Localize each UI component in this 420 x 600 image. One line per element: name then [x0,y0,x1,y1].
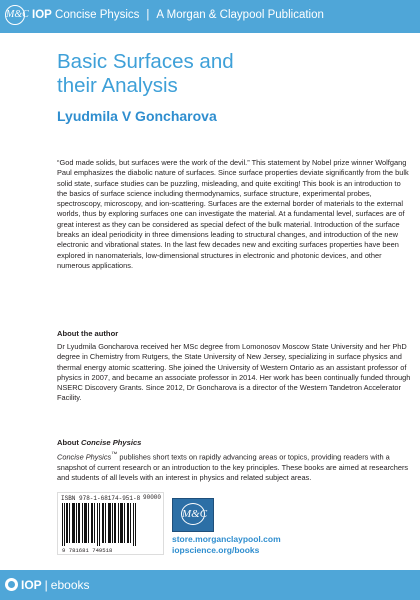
trademark-mark: ™ [111,451,118,458]
about-series-heading [57,438,141,447]
series-publisher-line [32,9,324,21]
iop-ebooks-logo [5,578,90,592]
book-description: “God made solids, but surfaces were the work of the devil.” This statement by Nobel prize winner Wolfgang Paul emphasizes the diabolic nature of surfaces. Since surface properties deviate significantly from the bulk solid state, surface studies can be puzzling, misleading, and quite exciting! This book is an introduction to the basics of surface science including thermodynamics, surface structure, experimental probes, spectroscopy, microscopy, and ion-scattering. Surfaces are the external border of materials to the external worlds, thus by exploring surfaces one can investigate the material. At a fundamental level, surfaces are of great interest as they can be considered as special defect of the bulk material. Introduction of the surface breaks an ideal periodicity in three dimensions leading to structural changes, and introduction of the new electronic and vibrational states. In the last few decades new and exciting surfaces properties have been explored in nanomaterials, low-dimensional structures in electronic and photonic devices, and other numerous applications. [57,158,409,270]
iopscience-link[interactable]: iopscience.org/books [172,545,260,555]
about-series-prefix: About [57,438,82,447]
divider: | [146,9,150,21]
top-banner [0,0,420,33]
morgan-claypool-square-logo-icon [172,498,214,532]
logo-separator: | [44,578,48,592]
barcode [57,492,164,555]
title-line-2: their Analysis [57,74,178,97]
about-author-text: Dr Lyudmila Goncharova received her MSc degree from Lomonosov Moscow State University and her PhD degree in Chemistry from Rutgers, the State University of New Jersey, specializing in surface physics and thermal energy atomic scattering. She joined the University of Western Ontario as an assistant professor of physics in 2007, and became an associate professor in 2014. Her work has been continually funded through NSERC Discovery Grants. Since 2012, Dr Goncharova is a director of the Western Tandetron Accelerator Facility. [57,342,411,403]
iop-circle-icon [5,578,18,591]
series-description: publishes short texts on rapidly advancing areas or topics, providing readers with a snapshot of current research or an introduction to the key principles. These books are aimed at researchers and students of all levels with an interest in physics and related subject areas. [57,452,409,483]
about-series-name: Concise Physics [81,438,142,447]
logo-monogram: M&C [181,503,205,525]
about-author-heading: About the author [57,329,119,338]
title-line-1: Basic Surfaces and [57,50,234,73]
morgan-claypool-logo-icon: M&C [5,5,25,25]
iop-brand: IOP [32,9,52,21]
book-author: Lyudmila V Goncharova [57,108,217,124]
series-name: Concise Physics [55,9,140,21]
book-title [57,50,317,98]
iop-brand-bottom: IOP [21,578,42,592]
barcode-number: 9 781681 749518 [62,547,113,554]
isbn-number: ISBN 978-1-68174-951-8 [61,495,141,502]
series-name-inline: Concise Physics [57,452,112,462]
price-code: 90000 [143,494,162,501]
barcode-bars-icon [62,503,140,546]
publisher-line: A Morgan & Claypool Publication [156,9,324,21]
ebooks-label: ebooks [50,578,90,592]
about-series-text [57,450,412,483]
bottom-banner [0,570,420,600]
store-link[interactable]: store.morganclaypool.com [172,534,281,544]
